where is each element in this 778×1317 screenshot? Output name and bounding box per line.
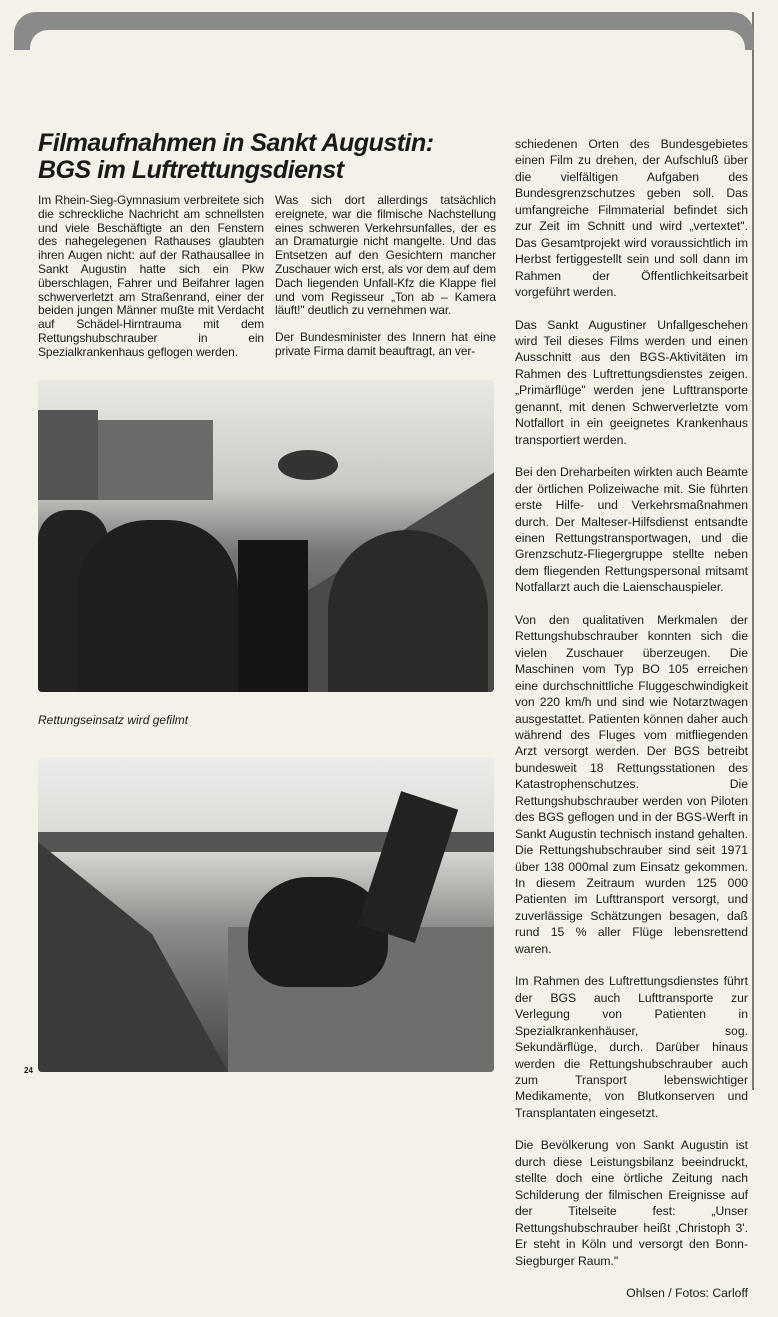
photo-building: [38, 410, 98, 500]
column-3: [515, 136, 748, 1317]
paragraph: Die Bevölkerung von Sankt Augustin ist durch diese Leistungsbilanz beeindruckt, stellte doch eine örtliche Zeitung nach Schilderung der filmischen Ereignisse auf der Titelseite fest: „Unser Rettungshubschrauber heißt ‚Christoph 3'. Er steht in Köln und versorgt den Bonn-Siegburger Raum.": [515, 1138, 748, 1268]
photo-building: [98, 420, 213, 500]
photo-cameraman: [78, 520, 238, 692]
photo-caption: Rettungseinsatz wird gefilmt: [38, 713, 189, 727]
page-number: 24: [24, 1066, 33, 1075]
paragraph: Was sich dort allerdings tatsächlich ereignete, war die filmische Nachstellung eines schweren Verkehrsunfalles, der es an Dramaturgie nicht mangelte. Und das Entsetzen auf den Gesichtern mancher Zuschauer wich erst, als vor dem auf dem Dach liegenden Unfall-Kfz die Klappe fiel und vom Regisseur „Ton ab – Kamera läuft!" deutlich zu vernehmen war.: [275, 193, 496, 318]
photo-helicopter: [278, 450, 338, 480]
photo-person: [328, 530, 488, 692]
paragraph: Im Rhein-Sieg-Gymnasium verbreitete sich die schreckliche Nachricht am schnellsten und viele Beschäftigte an den Fenstern des nahegelegenen Rathauses glaubten ihren Augen nicht: auf der Rathausallee in Sankt Augustin hatte sich ein Pkw überschlagen, Fahrer und Beifahrer lagen schwerverletzt am Straßenrand, einer der beiden jungen Männer mußte mit Verdacht auf Schädel-Hirntrauma mit dem Rettungshubschrauber in ein Spezialkrankenhaus geflogen werden.: [38, 193, 264, 359]
byline: Ohlsen / Fotos: Carloff: [626, 1286, 748, 1300]
header-band-inner: [30, 30, 745, 60]
article-title: [38, 130, 434, 184]
paragraph: Der Bundesminister des Innern hat eine private Firma damit beauftragt, an ver-: [275, 330, 496, 358]
photo-film-crew: [38, 380, 494, 692]
column-1: [38, 194, 264, 373]
title-line-1: Filmaufnahmen in Sankt Augustin:: [38, 129, 434, 157]
photo-helicopter-tail: [358, 791, 458, 943]
title-line-2: BGS im Luftrettungsdienst: [38, 156, 344, 184]
paragraph: Bei den Dreharbeiten wirkten auch Beamte der örtlichen Polizeiwache mit. Sie führten erste Hilfe- und Verkehrsmaßnahmen durch. Der Malteser-Hilfsdienst entsandte einen Rettungstransportwagen, und die Grenzschutz-Fliegergruppe stellte neben dem fliegenden Rettungspersonal mitsamt Notfallarzt auch die Laienschauspieler.: [515, 465, 748, 595]
paragraph: Von den qualitativen Merkmalen der Rettungshubschrauber konnten sich die vielen Zuschauer überzeugen. Die Maschinen vom Typ BO 105 erreichen eine durchschnittliche Fluggeschwindigkeit von 220 km/h und sind wie Notarztwagen ausgestattet. Patienten können daher auch während des Fluges vom mitfliegenden Arzt versorgt werden. Der BGS betreibt bundesweit 18 Rettungsstationen des Katastrophenschutzes. Die Rettungshubschrauber werden von Piloten des BGS geflogen und in der BGS-Werft in Sankt Augustin technisch instand gehalten. Die Rettungshubschrauber sind seit 1971 über 138 000mal zum Einsatz gekommen. In diesem Zeitraum wurden 125 000 Patienten im Lufttransport versorgt, und zuverlässige Schätzungen besagen, daß rund 15 % aller Flüge lebensrettend waren.: [515, 612, 748, 956]
paragraph: Das Sankt Augustiner Unfallgeschehen wird Teil dieses Films werden und einen Ausschnitt aus den BGS-Aktivitäten im Rahmen des Luftrettungsdienstes zeigen. „Primärflüge" werden jene Lufttransporte genannt, mit denen Schwerverletzte vom Notfallort in ein geeignetes Krankenhaus transportiert werden.: [515, 317, 748, 447]
photo-camera: [238, 540, 308, 692]
paragraph: Im Rahmen des Luftrettungsdienstes führt der BGS auch Lufttransporte zur Verlegung von Patienten in Spezialkrankenhäuser, sog. Sekundärflüge, durch. Darüber hinaus werden die Rettungshubschrauber auch zum Transport lebenswichtiger Medikamente, von Blutkonserven und Transplantaten eingesetzt.: [515, 974, 748, 1120]
photo-embankment: [38, 842, 228, 1072]
photo-helicopter-landing: [38, 757, 494, 1072]
paragraph: schiedenen Orten des Bundesgebietes einen Film zu drehen, der Aufschluß über die vielfältigen Aufgaben des Bundesgrenzschutzes geben soll. Das umfangreiche Filmmaterial befindet sich zur Zeit im Schnitt und wird „vertextet". Das Gesamtprojekt wird voraussichtlich im Herbst fertiggestellt sein und soll dann im Rahmen der Öffentlichkeitsarbeit vorgeführt werden.: [515, 137, 748, 300]
column-2: [275, 194, 496, 372]
